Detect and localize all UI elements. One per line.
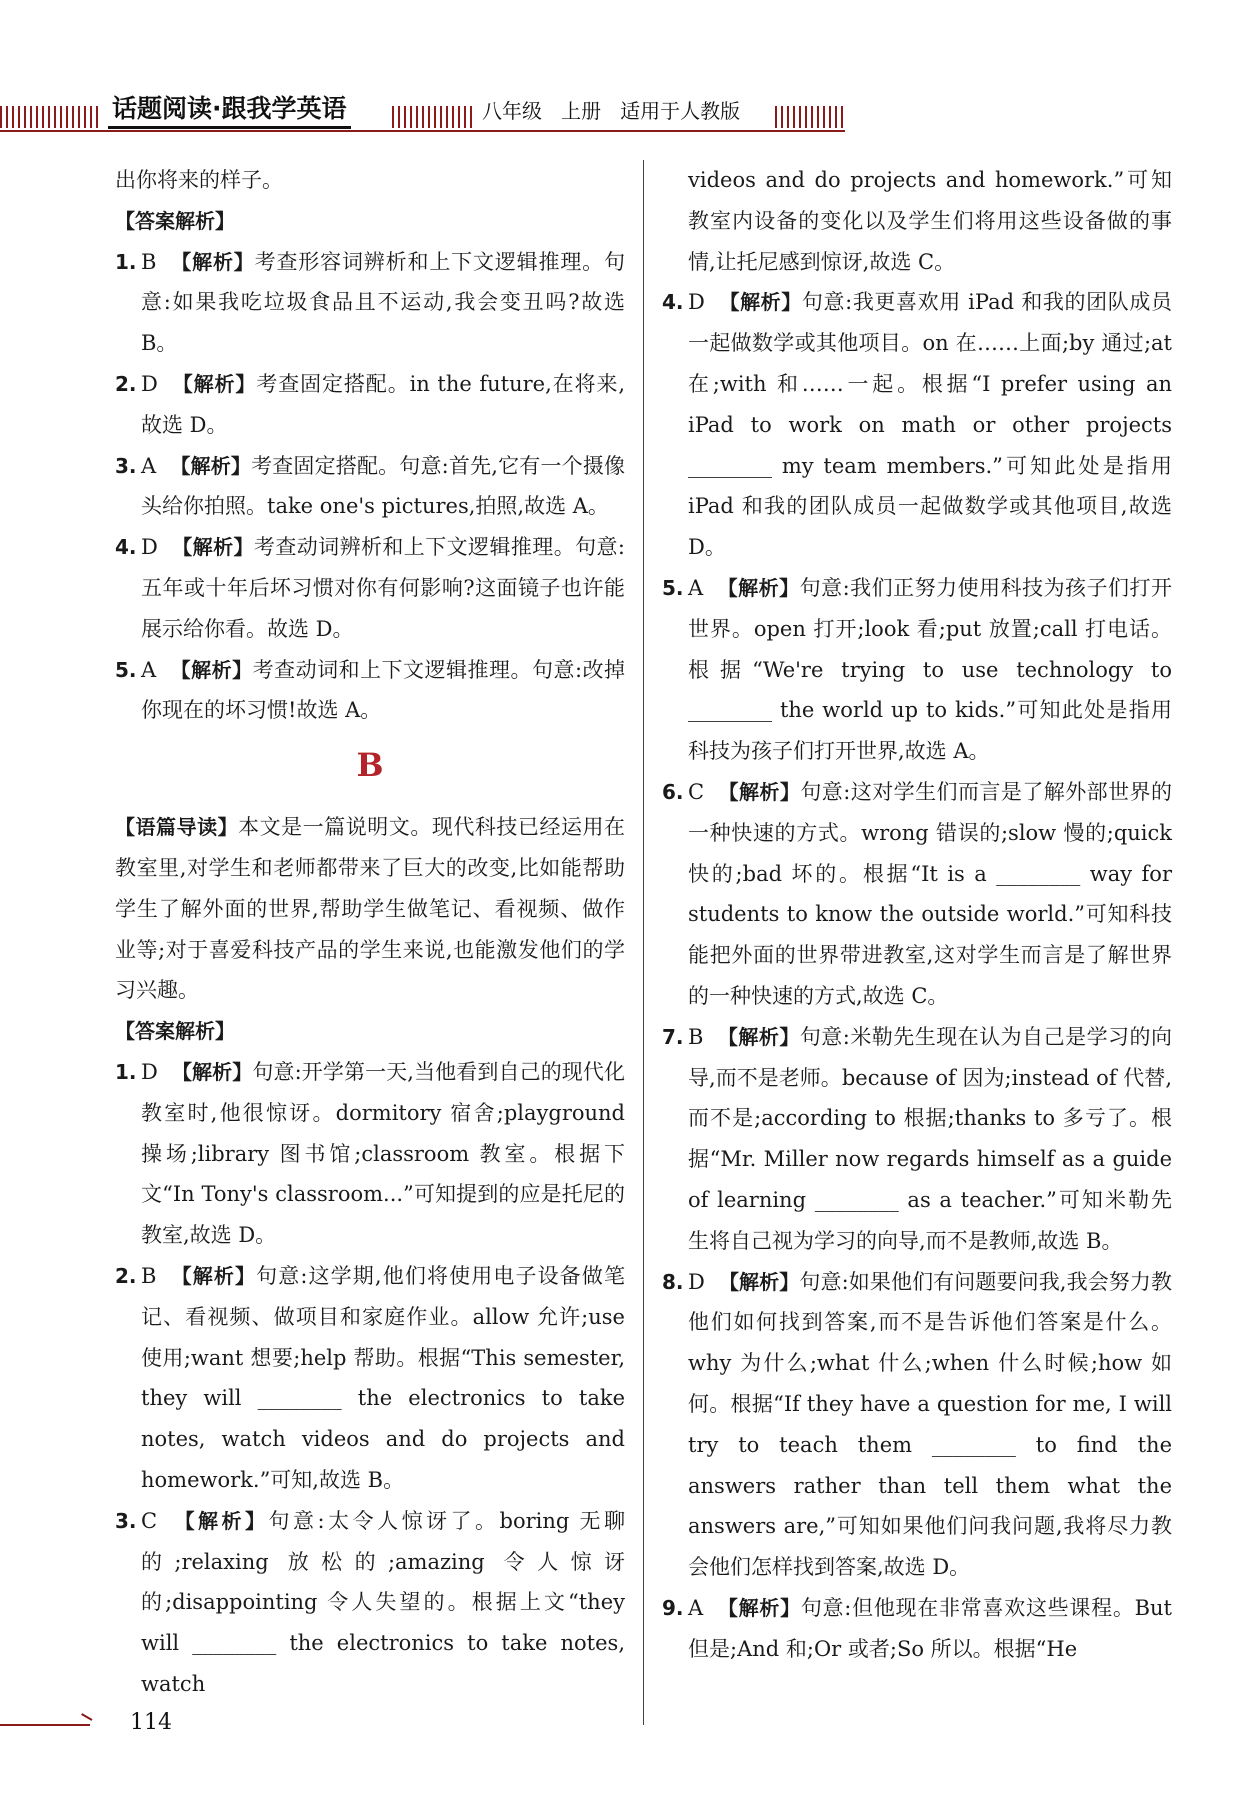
item-number: 3. bbox=[115, 453, 137, 478]
analysis-text: 句意:我们正努力使用科技为孩子们打开世界。open 打开;look 看;put 放置;call 打电话。根据“We're trying to use technology to ________ the world up to kids.”可知此处是指用科技为孩子们打开世界,故选 A。 bbox=[688, 575, 1173, 764]
answer-item bbox=[662, 282, 1172, 568]
analysis-text: 考查固定搭配。in the future,在将来,故选 D。 bbox=[141, 371, 626, 437]
analysis-text: 考查固定搭配。句意:首先,它有一个摄像头给你拍照。take one's pictures,拍照,故选 A。 bbox=[141, 453, 626, 519]
analysis-text: 句意:米勒先生现在认为自己是学习的向导,而不是老师。because of 因为;instead of 代替,而不是;according to 根据;thanks to 多亏了。根据“Mr. Miller now regards himself as a guide of learning ________ as a teacher.”可知米勒先生将自己视为学习的向导,而不是教师,故选 B。 bbox=[688, 1024, 1173, 1253]
answer-item bbox=[662, 1262, 1172, 1588]
answer-letter: D bbox=[141, 1059, 158, 1084]
item-number: 4. bbox=[115, 535, 137, 560]
analysis-tag: 【解析】 bbox=[171, 371, 257, 396]
item-number: 3. bbox=[115, 1508, 137, 1533]
item-number: 7. bbox=[662, 1024, 684, 1049]
answer-letter: B bbox=[141, 249, 157, 274]
analysis-text: 考查动词辨析和上下文逻辑推理。句意:五年或十年后坏习惯对你有何影响?这面镜子也许能展示给你看。故选 D。 bbox=[141, 535, 626, 641]
answers-heading: 【答案解析】 bbox=[115, 1019, 235, 1044]
section-title: B bbox=[356, 746, 384, 785]
answer-letter: D bbox=[141, 535, 158, 560]
item-number: 5. bbox=[662, 575, 684, 600]
answer-item bbox=[115, 527, 625, 649]
guide-text: 本文是一篇说明文。现代科技已经运用在教室里,对学生和老师都带来了巨大的改变,比如能帮助学生了解外面的世界,帮助学生做笔记、看视频、做作业等;对于喜爱科技产品的学生来说,也能激发他们的学习兴趣。 bbox=[115, 815, 626, 1003]
analysis-tag: 【解析】 bbox=[717, 575, 800, 600]
answer-letter: A bbox=[688, 575, 704, 600]
analysis-tag: 【解析】 bbox=[718, 1269, 800, 1294]
analysis-text: 句意:如果他们有问题要问我,我会努力教他们如何找到答案,而不是告诉他们答案是什么。why 为什么;what 什么;when 什么时候;how 如何。根据“If they have a question for me, I will try to teach them ________ to find the answers rather than tell them what the answers are,”可知如果他们问我问题,我将尽力教会他们怎样找到答案,故选 D。 bbox=[688, 1269, 1173, 1580]
passage-guide bbox=[115, 807, 625, 1011]
header-decoration bbox=[0, 106, 100, 128]
header-decoration bbox=[775, 106, 845, 128]
header-rule bbox=[0, 130, 845, 132]
answer-list-a bbox=[115, 242, 625, 732]
grade: 八年级 bbox=[482, 99, 542, 123]
item-number: 1. bbox=[115, 249, 137, 274]
answer-letter: C bbox=[141, 1508, 158, 1533]
answer-letter: D bbox=[688, 1269, 705, 1294]
analysis-tag: 【解析】 bbox=[170, 453, 252, 478]
page-arrow-decoration bbox=[0, 1724, 90, 1726]
analysis-tag: 【解析】 bbox=[717, 1024, 800, 1049]
answer-letter: B bbox=[688, 1024, 704, 1049]
analysis-text: 句意:这学期,他们将使用电子设备做笔记、看视频、做项目和家庭作业。allow 允许;use 使用;want 想要;help 帮助。根据“This semester, they will ________ the electronics to take notes, watch videos and do projects and homework.”可知,故选 B。 bbox=[141, 1263, 626, 1492]
analysis-tag: 【解析】 bbox=[170, 657, 253, 682]
analysis-text: 考查动词和上下文逻辑推理。句意:改掉你现在的坏习惯!故选 A。 bbox=[141, 657, 626, 723]
analysis-text: 句意:我更喜欢用 iPad 和我的团队成员一起做数学或其他项目。on 在……上面;by 通过;at 在;with 和……一起。根据“I prefer using an iPad to work on math or other projects ________ my team members.”可知此处是指用 iPad 和我的团队成员一起做数学或其他项目,故选 D。 bbox=[688, 290, 1172, 560]
analysis-tag: 【解析】 bbox=[718, 779, 801, 804]
answer-letter: A bbox=[141, 453, 157, 478]
answer-letter: C bbox=[688, 779, 705, 804]
page-number: 114 bbox=[130, 1710, 172, 1735]
column-divider bbox=[643, 160, 644, 1725]
answer-item bbox=[662, 1017, 1172, 1262]
item-number: 5. bbox=[115, 657, 137, 682]
answer-item bbox=[115, 1052, 625, 1256]
analysis-tag: 【解析】 bbox=[718, 290, 802, 315]
answer-item bbox=[115, 650, 625, 732]
analysis-tag: 【解析】 bbox=[717, 1595, 801, 1620]
answers-heading: 【答案解析】 bbox=[115, 208, 235, 233]
analysis-text: 句意:开学第一天,当他看到自己的现代化教室时,他很惊讶。dormitory 宿舍;playground 操场;library 图书馆;classroom 教室。根据下文“In Tony's classroom...”可知提到的应是托尼的教室,故选 D。 bbox=[141, 1059, 626, 1248]
answer-item bbox=[662, 772, 1172, 1017]
running-header bbox=[0, 92, 845, 136]
answer-item bbox=[662, 568, 1172, 772]
answer-letter: A bbox=[141, 657, 157, 682]
answer-item bbox=[662, 1588, 1172, 1670]
answer-item bbox=[115, 364, 625, 446]
answer-letter: D bbox=[141, 371, 158, 396]
answer-letter: A bbox=[688, 1595, 704, 1620]
header-decoration bbox=[392, 106, 472, 128]
analysis-text: videos and do projects and homework.”可知教室内设备的变化以及学生们将用这些设备做的事情,让托尼感到惊讶,故选 C。 bbox=[688, 168, 1172, 274]
item-number: 8. bbox=[662, 1269, 684, 1294]
book-title: 话题阅读·跟我学英语 bbox=[108, 92, 351, 129]
item-number: 6. bbox=[662, 779, 684, 804]
edition: 适用于人教版 bbox=[620, 99, 741, 123]
analysis-text: 句意:这对学生们而言是了解外部世界的一种快速的方式。wrong 错误的;slow 慢的;quick 快的;bad 坏的。根据“It is a ________ way for students to know the outside world.”可知科技能把外面的世界带进教室,这对学生而言是了解世界的一种快速的方式,故选 C。 bbox=[688, 779, 1173, 1008]
item-number: 2. bbox=[115, 1263, 137, 1288]
answer-list-b bbox=[115, 1052, 625, 1705]
intro-text: 出你将来的样子。 bbox=[115, 168, 283, 192]
analysis-tag: 【解析】 bbox=[170, 249, 255, 274]
analysis-tag: 【解析】 bbox=[171, 535, 254, 560]
item-number: 4. bbox=[662, 290, 684, 315]
answer-letter: B bbox=[141, 1263, 157, 1288]
book-meta bbox=[482, 96, 740, 126]
item-number: 2. bbox=[115, 371, 137, 396]
left-column bbox=[115, 160, 625, 1705]
analysis-tag: 【解析】 bbox=[171, 1059, 253, 1084]
analysis-tag: 【解析】 bbox=[170, 1263, 257, 1288]
item-number: 9. bbox=[662, 1595, 684, 1620]
answer-item bbox=[115, 1256, 625, 1501]
analysis-text: 句意:但他现在非常喜欢这些课程。But 但是;And 和;Or 或者;So 所以。根据“He bbox=[688, 1595, 1172, 1661]
right-column bbox=[662, 160, 1172, 1669]
item-number: 1. bbox=[115, 1059, 137, 1084]
answer-letter: D bbox=[688, 290, 705, 315]
continuation-text bbox=[662, 160, 1172, 282]
analysis-tag: 【解析】 bbox=[171, 1508, 269, 1533]
guide-heading: 【语篇导读】 bbox=[115, 815, 239, 840]
answer-item bbox=[115, 446, 625, 528]
volume: 上册 bbox=[561, 99, 602, 123]
analysis-text: 句意:太令人惊讶了。boring 无聊的;relaxing 放松的;amazing 令人惊讶的;disappointing 令人失望的。根据上文“they will ________ the electronics to take notes, watch bbox=[141, 1508, 626, 1696]
answer-item bbox=[115, 1501, 625, 1705]
answer-item bbox=[115, 242, 625, 364]
analysis-text: 考查形容词辨析和上下文逻辑推理。句意:如果我吃垃圾食品且不运动,我会变丑吗?故选 B。 bbox=[141, 249, 626, 356]
